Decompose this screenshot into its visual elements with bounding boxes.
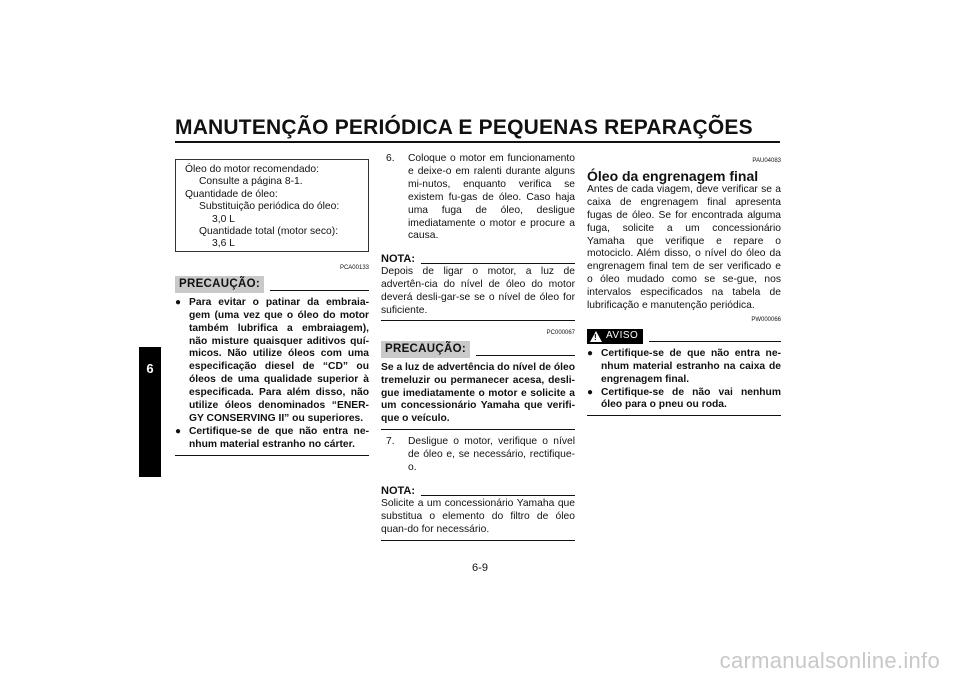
reference-code: PCA00133 (339, 265, 369, 271)
warning-bullet: ● Certifique-se de que não entra ne-nhum material estranho na caixa de engrenagem final. (587, 347, 781, 385)
note-text: Solicite a um concessionário Yamaha que substitua o elemento do filtro de óleo quan-do for necessário. (381, 497, 575, 535)
heading-rule (649, 341, 781, 342)
step-text: Desligue o motor, verifique o nível de óleo e, se necessário, rectifique-o. (408, 436, 575, 474)
chapter-tab-label: 6 (146, 361, 154, 376)
oil-spec-box (175, 159, 369, 252)
note-label: NOTA: (381, 484, 416, 497)
note-label: NOTA: (381, 253, 416, 266)
heading-rule (421, 263, 575, 264)
watermark: carmanualsonline.info (719, 648, 940, 673)
step-number: 7. (386, 436, 395, 448)
caution-bullet: ● Para evitar o patinar da embraia-gem (uma vez que o óleo do motor também lubrifica a embraiagem), não misture quaisquer aditivos quí-micos. Não utilize óleos com uma especificação diesel de “CD” ou óleos de uma qualidade superior à especificada. Para além disso, não utilize óleos denominados “ENER-GY CONSERVING II” ou superiores. (175, 296, 369, 424)
section-end-rule (381, 540, 575, 541)
section-end-rule (175, 455, 369, 456)
heading-rule (476, 355, 575, 356)
reference-code: PC000067 (546, 329, 575, 336)
title-rule (175, 141, 780, 143)
oil-spec-line: 3,0 L (212, 213, 235, 225)
page-number: 6-9 (472, 562, 488, 574)
warning-bullet: ● Certifique-se de não vai nenhum óleo para o pneu ou roda. (587, 386, 781, 411)
caution-label: PRECAUÇÃO: (381, 341, 470, 358)
heading-rule (270, 290, 369, 291)
oil-spec-line: Consulte a página 8-1. (199, 176, 303, 188)
bullet-dot-icon: ● (175, 425, 182, 437)
oil-spec-line: Óleo do motor recomendado: (185, 164, 319, 175)
section-title: Óleo da engrenagem final (587, 167, 759, 184)
page-title: MANUTENÇÃO PERIÓDICA E PEQUENAS REPARAÇÕES (175, 116, 753, 139)
step-number: 6. (386, 153, 395, 164)
heading-rule (421, 495, 575, 496)
step-item (381, 153, 575, 243)
warning-triangle-icon: ! (590, 331, 602, 342)
chapter-tab (139, 347, 161, 477)
bullet-dot-icon: ● (587, 386, 594, 398)
column-1-caution (175, 262, 369, 456)
warning-label: ! AVISO (587, 329, 643, 344)
bullet-dot-icon: ● (587, 347, 594, 359)
caution-text: Se a luz de advertência do nível de óleo tremeluzir ou permanecer acesa, desli-gue imediatamente o motor e solicite a um concessionário Yamaha que verifi-que o veículo. (381, 361, 575, 425)
bullet-dot-icon: ● (175, 296, 182, 308)
caution-bullet: ● Certifique-se de que não entra ne-nhum material estranho no cárter. (175, 425, 369, 450)
oil-spec-line: Quantidade de óleo: (185, 188, 278, 200)
reference-code: PW000066 (751, 316, 781, 323)
section-end-rule (587, 415, 781, 416)
step-item (381, 436, 575, 475)
oil-spec-line: Substituição periódica do óleo: (199, 201, 340, 213)
note-text: Depois de ligar o motor, a luz de advertên-cia do nível de óleo do motor deverá desli-gar-se se o nível de óleo for suficiente. (381, 266, 575, 316)
section-end-rule (381, 429, 575, 430)
section-end-rule (381, 320, 575, 321)
step-text: Coloque o motor em funcionamento e deixe-o em ralenti durante alguns mi-nutos, enquanto verifica se existem fu-gas de óleo. Caso haja uma fuga de óleo, desligue imediatamente o motor e procure a causa. (408, 153, 575, 242)
oil-spec-line: Quantidade total (motor seco): (199, 226, 339, 238)
caution-label: PRECAUÇÃO: (175, 276, 264, 293)
reference-code: PAU04083 (752, 158, 781, 164)
column-3 (587, 155, 781, 416)
column-2 (381, 153, 575, 541)
oil-spec-line: 3,6 L (212, 238, 235, 250)
section-body: Antes de cada viagem, deve verificar se a caixa de engrenagem final apresenta fugas de óleo. Se for encontrada alguma fuga, solicite a um concessionário Yamaha que verifique e repare o motociclo. Além disso, o nível do óleo da engrenagem final tem de ser verificado e o óleo mudado como se se-gue, nos intervalos especificados na tabela de lubrificação e manutenção periódica. (587, 183, 781, 312)
